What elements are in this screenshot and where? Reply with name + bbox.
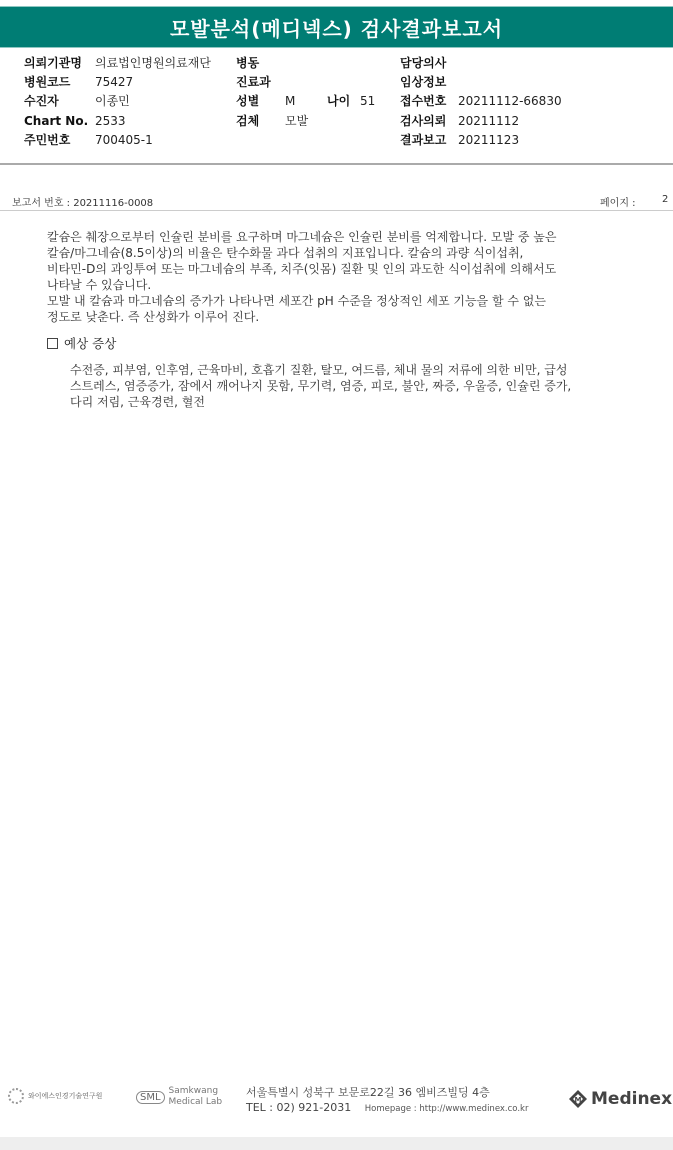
specimen-label: 검체: [236, 114, 260, 128]
samkwang-line-1: Samkwang: [168, 1086, 219, 1096]
ward-label: 병동: [236, 56, 260, 70]
medinex-logo: [568, 1089, 672, 1109]
sex-label: 성별: [236, 94, 260, 108]
info-row-3: [0, 92, 673, 111]
info-row-1: [0, 54, 673, 73]
analysis-description: [47, 229, 647, 325]
report-number: 보고서 번호 : 20211116-0008: [12, 198, 154, 209]
institute-logo-icon: [8, 1088, 24, 1104]
samkwang-logo: [136, 1086, 222, 1108]
info-row-5: [0, 131, 673, 150]
chart-no-value: 2533: [95, 114, 126, 128]
chart-no-label: Chart No.: [24, 114, 89, 128]
receipt-no-value: 20211112-66830: [458, 94, 562, 108]
age-value: 51: [360, 94, 376, 108]
sml-logo-icon: SML: [136, 1091, 165, 1104]
description-line: 나타날 수 있습니다.: [47, 278, 152, 292]
telephone: TEL : 02) 921-2031: [246, 1101, 352, 1114]
description-line: 칼슘은 췌장으로부터 인슐린 분비를 요구하며 마그네슘은 인슐린 분비를 억제합니다. 모발 중 높은: [47, 230, 557, 244]
meta-divider: [0, 210, 673, 211]
patient-value: 이종민: [95, 94, 130, 108]
institute-name: 와이에스인경기술연구원: [28, 1092, 103, 1100]
clinical-info-label: 임상정보: [400, 75, 447, 89]
resident-no-value: 700405-1: [95, 133, 153, 147]
request-date-value: 20211112: [458, 114, 520, 128]
hospital-code-label: 병원코드: [24, 75, 71, 89]
svg-text:M: M: [574, 1096, 582, 1104]
report-date-label: 결과보고: [400, 133, 447, 147]
info-row-2: [0, 73, 673, 92]
sex-value: M: [285, 94, 296, 108]
checkbox-icon: [47, 338, 58, 349]
patient-info-section: [0, 50, 673, 164]
receipt-no-label: 접수번호: [400, 94, 447, 108]
patient-label: 수진자: [24, 94, 59, 108]
homepage-link[interactable]: Homepage : http://www.medinex.co.kr: [364, 1104, 529, 1114]
symptoms-line: 다리 저림, 근육경련, 혈전: [70, 395, 205, 409]
page-label: 페이지 :: [600, 198, 636, 209]
description-line: 비타민-D의 과잉투여 또는 마그네슘의 부족, 치주(잇몸) 질환 및 인의 과도한 식이섭취에 의해서도: [47, 262, 557, 276]
symptoms-line: 수전증, 피부염, 인후염, 근육마비, 호흡기 질환, 탈모, 여드름, 체내 물의 저류에 의한 비만, 급성: [70, 363, 568, 377]
specimen-value: 모발: [285, 114, 309, 128]
section-heading-text: 예상 증상: [64, 336, 117, 351]
symptoms-line: 스트레스, 염증증가, 잠에서 깨어나지 못함, 무기력, 염증, 피로, 불안, 짜증, 우울증, 인슐린 증가,: [70, 379, 572, 393]
symptoms-list: [70, 362, 640, 410]
samkwang-name: [169, 1086, 223, 1108]
institution-value: 의료법인명원의료재단: [95, 56, 211, 70]
resident-no-label: 주민번호: [24, 133, 71, 147]
description-line: 칼슘/마그네슘(8.5이상)의 비율은 탄수화물 과다 섭취의 지표입니다. 칼슘의 과량 식이섭취,: [47, 246, 524, 260]
request-date-label: 검사의뢰: [400, 114, 447, 128]
company-address: [246, 1085, 528, 1117]
page-number: 2: [662, 194, 669, 205]
expected-symptoms-heading: [47, 334, 116, 352]
info-divider: [0, 163, 673, 165]
address-text: 서울특별시 성북구 보문로22길 36 엠비즈빌딩 4층: [246, 1086, 490, 1099]
institution-label: 의뢰기관명: [24, 56, 82, 70]
medinex-diamond-icon: [568, 1089, 588, 1109]
report-date-value: 20211123: [458, 133, 520, 147]
samkwang-line-2: Medical Lab: [168, 1097, 223, 1107]
page-bottom-band: [0, 1137, 673, 1150]
report-footer: [0, 1080, 673, 1120]
doctor-label: 담당의사: [400, 56, 447, 70]
description-line: 정도로 낮춘다. 즉 산성화가 이루어 진다.: [47, 310, 260, 324]
description-line: 모발 내 칼슘과 마그네슘의 증가가 나타나면 세포간 pH 수준을 정상적인 세포 기능을 할 수 없는: [47, 294, 546, 308]
department-label: 진료과: [236, 75, 271, 89]
research-institute-logo: [8, 1088, 102, 1104]
hospital-code-value: 75427: [95, 75, 134, 89]
info-row-4: [0, 112, 673, 131]
report-title-bar: [0, 6, 673, 48]
medinex-wordmark: Medinex: [591, 1089, 673, 1109]
age-label: 나이: [327, 94, 351, 108]
report-title: 모발분석(메디넥스) 검사결과보고서: [169, 16, 504, 41]
